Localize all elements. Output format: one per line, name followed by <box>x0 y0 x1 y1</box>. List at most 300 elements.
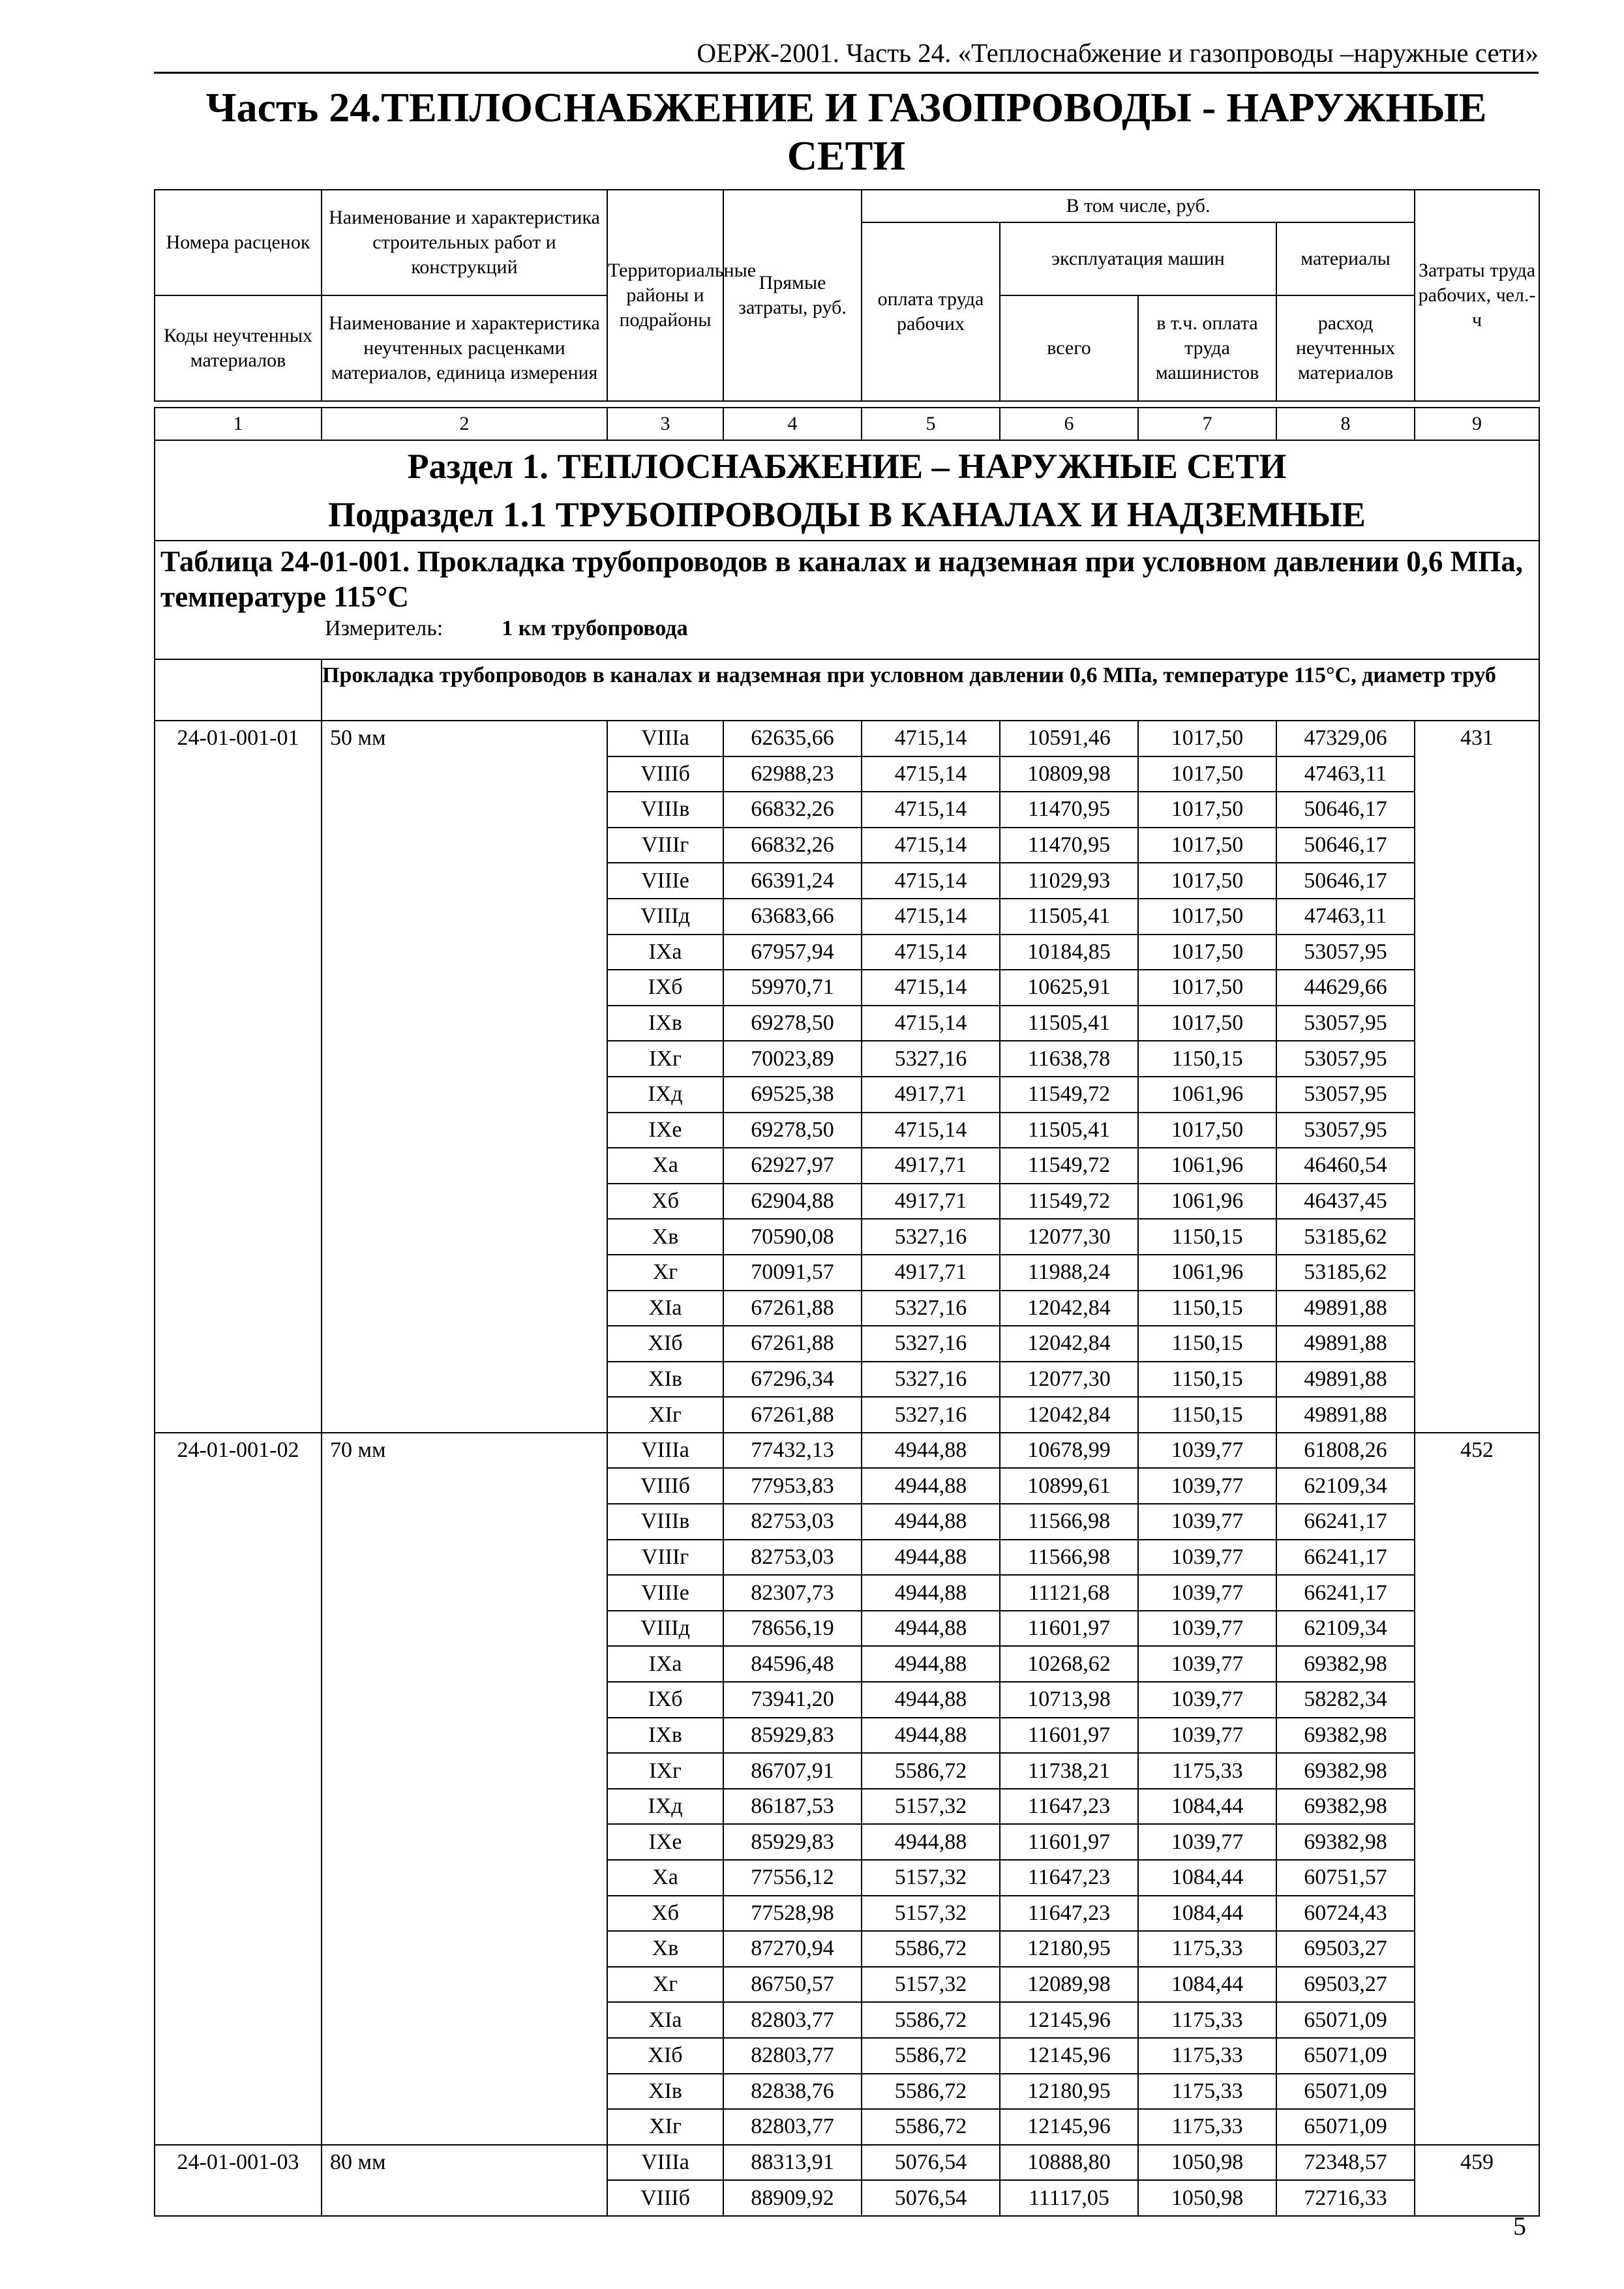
value-cell: 65071,09 <box>1276 2074 1415 2110</box>
rates-table <box>154 189 1540 2217</box>
column-number-9: 9 <box>1415 408 1539 440</box>
region-cell: XIв <box>607 2074 723 2110</box>
value-cell: 46460,54 <box>1276 1148 1415 1184</box>
region-cell: VIIIв <box>607 792 723 828</box>
value-cell: 67296,34 <box>723 1362 862 1398</box>
value-cell: 69503,27 <box>1276 1931 1415 1967</box>
region-cell: VIIIб <box>607 1468 723 1504</box>
value-cell: 1050,98 <box>1138 2145 1276 2181</box>
value-cell: 5157,32 <box>862 1789 1000 1825</box>
value-cell: 12042,84 <box>1000 1397 1138 1433</box>
value-cell: 77432,13 <box>723 1433 862 1469</box>
value-cell: 82838,76 <box>723 2074 862 2110</box>
value-cell: 88313,91 <box>723 2145 862 2181</box>
value-cell: 5586,72 <box>862 1931 1000 1967</box>
value-cell: 1061,96 <box>1138 1077 1276 1113</box>
table-row <box>155 1433 1539 1469</box>
value-cell: 82803,77 <box>723 2038 862 2074</box>
value-cell: 50646,17 <box>1276 792 1415 828</box>
region-cell: IXе <box>607 1113 723 1148</box>
value-cell: 12145,96 <box>1000 2038 1138 2074</box>
value-cell: 70091,57 <box>723 1255 862 1291</box>
value-cell: 11549,72 <box>1000 1184 1138 1219</box>
value-cell: 69382,98 <box>1276 1646 1415 1682</box>
labor-hours: 459 <box>1415 2145 1539 2216</box>
value-cell: 11470,95 <box>1000 792 1138 828</box>
value-cell: 87270,94 <box>723 1931 862 1967</box>
value-cell: 12180,95 <box>1000 1931 1138 1967</box>
region-cell: Xв <box>607 1931 723 1967</box>
region-cell: Xа <box>607 1148 723 1184</box>
value-cell: 10678,99 <box>1000 1433 1138 1469</box>
region-cell: XIб <box>607 1326 723 1362</box>
value-cell: 63683,66 <box>723 899 862 935</box>
value-cell: 73941,20 <box>723 1682 862 1718</box>
value-cell: 5157,32 <box>862 1967 1000 2003</box>
value-cell: 11505,41 <box>1000 1006 1138 1041</box>
value-cell: 12042,84 <box>1000 1326 1138 1362</box>
value-cell: 1017,50 <box>1138 970 1276 1006</box>
value-cell: 1175,33 <box>1138 2002 1276 2038</box>
value-cell: 12180,95 <box>1000 2074 1138 2110</box>
value-cell: 49891,88 <box>1276 1326 1415 1362</box>
value-cell: 4917,71 <box>862 1077 1000 1113</box>
value-cell: 59970,71 <box>723 970 862 1006</box>
value-cell: 4944,88 <box>862 1718 1000 1754</box>
value-cell: 4944,88 <box>862 1575 1000 1611</box>
value-cell: 66832,26 <box>723 828 862 863</box>
value-cell: 11647,23 <box>1000 1860 1138 1896</box>
region-cell: XIа <box>607 1291 723 1326</box>
value-cell: 5327,16 <box>862 1291 1000 1326</box>
value-cell: 5586,72 <box>862 2038 1000 2074</box>
value-cell: 69382,98 <box>1276 1753 1415 1789</box>
value-cell: 46437,45 <box>1276 1184 1415 1219</box>
region-cell: VIIIа <box>607 721 723 756</box>
value-cell: 62635,66 <box>723 721 862 756</box>
col3-header: Территориальные районы и подрайоны <box>607 190 723 401</box>
value-cell: 1017,50 <box>1138 1113 1276 1148</box>
region-cell: VIIIб <box>607 2180 723 2216</box>
value-cell: 4715,14 <box>862 756 1000 792</box>
value-cell: 10713,98 <box>1000 1682 1138 1718</box>
region-cell: VIIIг <box>607 828 723 863</box>
value-cell: 62109,34 <box>1276 1611 1415 1647</box>
value-cell: 11505,41 <box>1000 899 1138 935</box>
region-cell: VIIIе <box>607 863 723 899</box>
group-header: В том числе, руб. <box>862 190 1415 222</box>
value-cell: 4944,88 <box>862 1824 1000 1860</box>
value-cell: 4715,14 <box>862 970 1000 1006</box>
value-cell: 1050,98 <box>1138 2180 1276 2216</box>
value-cell: 86187,53 <box>723 1789 862 1825</box>
value-cell: 82753,03 <box>723 1504 862 1540</box>
value-cell: 12042,84 <box>1000 1291 1138 1326</box>
region-cell: XIв <box>607 1362 723 1398</box>
region-cell: VIIIг <box>607 1540 723 1576</box>
value-cell: 66832,26 <box>723 792 862 828</box>
value-cell: 5327,16 <box>862 1041 1000 1077</box>
value-cell: 53057,95 <box>1276 1006 1415 1041</box>
col8-header: расход неучтенных материалов <box>1276 295 1415 401</box>
col7-header: в т.ч. оплата труда машинистов <box>1138 295 1276 401</box>
value-cell: 66241,17 <box>1276 1540 1415 1576</box>
value-cell: 1150,15 <box>1138 1041 1276 1077</box>
column-number-6: 6 <box>1000 408 1138 440</box>
value-cell: 49891,88 <box>1276 1397 1415 1433</box>
value-cell: 65071,09 <box>1276 2002 1415 2038</box>
value-cell: 1039,77 <box>1138 1682 1276 1718</box>
value-cell: 11566,98 <box>1000 1540 1138 1576</box>
value-cell: 10184,85 <box>1000 935 1138 970</box>
value-cell: 1084,44 <box>1138 1860 1276 1896</box>
value-cell: 1175,33 <box>1138 1931 1276 1967</box>
column-number-1: 1 <box>155 408 322 440</box>
value-cell: 4944,88 <box>862 1682 1000 1718</box>
column-number-4: 4 <box>723 408 862 440</box>
value-cell: 11647,23 <box>1000 1789 1138 1825</box>
value-cell: 85929,83 <box>723 1824 862 1860</box>
value-cell: 4917,71 <box>862 1148 1000 1184</box>
col4-header: Прямые затраты, руб. <box>723 190 862 401</box>
table-subtitle: Прокладка трубопроводов в каналах и надземная при условном давлении 0,6 МПа, температуре 115°С, диаметр труб <box>322 659 1539 721</box>
region-cell: IXг <box>607 1041 723 1077</box>
running-header: ОЕРЖ-2001. Часть 24. «Теплоснабжение и газопроводы –наружные сети» <box>154 34 1539 74</box>
value-cell: 11738,21 <box>1000 1753 1138 1789</box>
value-cell: 11601,97 <box>1000 1718 1138 1754</box>
subsection-title: Подраздел 1.1 ТРУБОПРОВОДЫ В КАНАЛАХ И НАДЗЕМНЫЕ <box>328 495 1366 534</box>
value-cell: 67261,88 <box>723 1397 862 1433</box>
value-cell: 1039,77 <box>1138 1504 1276 1540</box>
region-cell: Xг <box>607 1255 723 1291</box>
value-cell: 5327,16 <box>862 1219 1000 1255</box>
value-cell: 82803,77 <box>723 2002 862 2038</box>
value-cell: 44629,66 <box>1276 970 1415 1006</box>
col6-header: всего <box>1000 295 1138 401</box>
value-cell: 1150,15 <box>1138 1326 1276 1362</box>
value-cell: 11505,41 <box>1000 1113 1138 1148</box>
part-title-line-2: СЕТИ <box>787 132 906 179</box>
value-cell: 82753,03 <box>723 1540 862 1576</box>
labor-hours: 452 <box>1415 1433 1539 2145</box>
value-cell: 66391,24 <box>723 863 862 899</box>
value-cell: 1175,33 <box>1138 2109 1276 2145</box>
region-cell: IXа <box>607 935 723 970</box>
value-cell: 5586,72 <box>862 2109 1000 2145</box>
value-cell: 4944,88 <box>862 1646 1000 1682</box>
region-cell: Xб <box>607 1184 723 1219</box>
value-cell: 47329,06 <box>1276 721 1415 756</box>
section-title: Раздел 1. ТЕПЛОСНАБЖЕНИЕ – НАРУЖНЫЕ СЕТИ <box>407 447 1287 486</box>
value-cell: 50646,17 <box>1276 863 1415 899</box>
value-cell: 4944,88 <box>862 1540 1000 1576</box>
value-cell: 1039,77 <box>1138 1718 1276 1754</box>
measure-line <box>155 614 1539 643</box>
rate-name: 80 мм <box>322 2145 607 2216</box>
value-cell: 88909,92 <box>723 2180 862 2216</box>
value-cell: 65071,09 <box>1276 2109 1415 2145</box>
value-cell: 82803,77 <box>723 2109 862 2145</box>
value-cell: 4715,14 <box>862 863 1000 899</box>
value-cell: 4715,14 <box>862 1006 1000 1041</box>
value-cell: 1039,77 <box>1138 1824 1276 1860</box>
col9-header: Затраты труда рабочих, чел.-ч <box>1415 190 1539 401</box>
region-cell: VIIIд <box>607 899 723 935</box>
value-cell: 4944,88 <box>862 1468 1000 1504</box>
value-cell: 1084,44 <box>1138 1967 1276 2003</box>
region-cell: IXв <box>607 1718 723 1754</box>
value-cell: 1061,96 <box>1138 1255 1276 1291</box>
region-cell: IXе <box>607 1824 723 1860</box>
value-cell: 67957,94 <box>723 935 862 970</box>
value-cell: 62904,88 <box>723 1184 862 1219</box>
rate-code: 24-01-001-02 <box>155 1433 322 2145</box>
page-number: 5 <box>1513 2211 1526 2241</box>
column-number-3: 3 <box>607 408 723 440</box>
machines-header: эксплуатация машин <box>1000 222 1276 295</box>
value-cell: 47463,11 <box>1276 756 1415 792</box>
value-cell: 1017,50 <box>1138 792 1276 828</box>
value-cell: 12089,98 <box>1000 1967 1138 2003</box>
value-cell: 5586,72 <box>862 2002 1000 2038</box>
value-cell: 62109,34 <box>1276 1468 1415 1504</box>
region-cell: XIа <box>607 2002 723 2038</box>
region-cell: XIб <box>607 2038 723 2074</box>
value-cell: 4715,14 <box>862 935 1000 970</box>
value-cell: 67261,88 <box>723 1291 862 1326</box>
rate-name: 70 мм <box>322 1433 607 2145</box>
value-cell: 1039,77 <box>1138 1575 1276 1611</box>
value-cell: 11029,93 <box>1000 863 1138 899</box>
value-cell: 4715,14 <box>862 792 1000 828</box>
value-cell: 70590,08 <box>723 1219 862 1255</box>
value-cell: 4944,88 <box>862 1611 1000 1647</box>
value-cell: 50646,17 <box>1276 828 1415 863</box>
value-cell: 4715,14 <box>862 899 1000 935</box>
region-cell: IXб <box>607 970 723 1006</box>
column-number-5: 5 <box>862 408 1000 440</box>
value-cell: 11117,05 <box>1000 2180 1138 2216</box>
value-cell: 53057,95 <box>1276 1113 1415 1148</box>
value-cell: 1017,50 <box>1138 756 1276 792</box>
value-cell: 5076,54 <box>862 2180 1000 2216</box>
col1-header-bottom: Коды неучтенных материалов <box>155 295 322 401</box>
value-cell: 11470,95 <box>1000 828 1138 863</box>
value-cell: 1039,77 <box>1138 1611 1276 1647</box>
region-cell: IXд <box>607 1077 723 1113</box>
region-cell: VIIIа <box>607 1433 723 1469</box>
value-cell: 69382,98 <box>1276 1824 1415 1860</box>
column-number-8: 8 <box>1276 408 1415 440</box>
value-cell: 72348,57 <box>1276 2145 1415 2181</box>
value-cell: 1150,15 <box>1138 1397 1276 1433</box>
region-cell: IXд <box>607 1789 723 1825</box>
value-cell: 69382,98 <box>1276 1789 1415 1825</box>
value-cell: 4917,71 <box>862 1184 1000 1219</box>
value-cell: 77528,98 <box>723 1896 862 1932</box>
value-cell: 69278,50 <box>723 1113 862 1148</box>
value-cell: 78656,19 <box>723 1611 862 1647</box>
measure-label: Измеритель: <box>325 616 444 640</box>
value-cell: 1017,50 <box>1138 721 1276 756</box>
value-cell: 1039,77 <box>1138 1540 1276 1576</box>
value-cell: 1017,50 <box>1138 935 1276 970</box>
value-cell: 10899,61 <box>1000 1468 1138 1504</box>
value-cell: 1150,15 <box>1138 1291 1276 1326</box>
region-cell: VIIIв <box>607 1504 723 1540</box>
value-cell: 69382,98 <box>1276 1718 1415 1754</box>
region-cell: Xг <box>607 1967 723 2003</box>
value-cell: 72716,33 <box>1276 2180 1415 2216</box>
value-cell: 86707,91 <box>723 1753 862 1789</box>
value-cell: 5327,16 <box>862 1397 1000 1433</box>
table-title-block <box>155 541 1539 659</box>
value-cell: 10888,80 <box>1000 2145 1138 2181</box>
region-cell: VIIIе <box>607 1575 723 1611</box>
value-cell: 10625,91 <box>1000 970 1138 1006</box>
value-cell: 1175,33 <box>1138 2074 1276 2110</box>
value-cell: 11988,24 <box>1000 1255 1138 1291</box>
value-cell: 11601,97 <box>1000 1824 1138 1860</box>
value-cell: 11549,72 <box>1000 1077 1138 1113</box>
value-cell: 53185,62 <box>1276 1255 1415 1291</box>
value-cell: 12077,30 <box>1000 1219 1138 1255</box>
region-cell: IXа <box>607 1646 723 1682</box>
value-cell: 49891,88 <box>1276 1291 1415 1326</box>
region-cell: VIIIб <box>607 756 723 792</box>
value-cell: 4715,14 <box>862 1113 1000 1148</box>
value-cell: 82307,73 <box>723 1575 862 1611</box>
part-title-line-1: Часть 24.ТЕПЛОСНАБЖЕНИЕ И ГАЗОПРОВОДЫ - НАРУЖНЫЕ <box>205 84 1487 130</box>
value-cell: 10809,98 <box>1000 756 1138 792</box>
value-cell: 5157,32 <box>862 1860 1000 1896</box>
value-cell: 1084,44 <box>1138 1789 1276 1825</box>
labor-hours: 431 <box>1415 721 1539 1433</box>
value-cell: 84596,48 <box>723 1646 862 1682</box>
value-cell: 5327,16 <box>862 1326 1000 1362</box>
value-cell: 11566,98 <box>1000 1504 1138 1540</box>
value-cell: 4715,14 <box>862 828 1000 863</box>
value-cell: 4917,71 <box>862 1255 1000 1291</box>
region-cell: Xб <box>607 1896 723 1932</box>
value-cell: 1175,33 <box>1138 1753 1276 1789</box>
subtitle-blank <box>155 659 322 721</box>
region-cell: VIIIд <box>607 1611 723 1647</box>
value-cell: 11601,97 <box>1000 1611 1138 1647</box>
value-cell: 53057,95 <box>1276 1041 1415 1077</box>
value-cell: 49891,88 <box>1276 1362 1415 1398</box>
value-cell: 10591,46 <box>1000 721 1138 756</box>
value-cell: 1017,50 <box>1138 863 1276 899</box>
region-cell: XIг <box>607 1397 723 1433</box>
region-cell: IXв <box>607 1006 723 1041</box>
rate-code: 24-01-001-03 <box>155 2145 322 2216</box>
value-cell: 12145,96 <box>1000 2002 1138 2038</box>
value-cell: 61808,26 <box>1276 1433 1415 1469</box>
table-row <box>155 2145 1539 2181</box>
materials-header: материалы <box>1276 222 1415 295</box>
table-row <box>155 721 1539 756</box>
value-cell: 1061,96 <box>1138 1184 1276 1219</box>
value-cell: 1175,33 <box>1138 2038 1276 2074</box>
value-cell: 77953,83 <box>723 1468 862 1504</box>
value-cell: 10268,62 <box>1000 1646 1138 1682</box>
col1-header-top: Номера расценок <box>155 190 322 295</box>
measure-value: 1 км трубопровода <box>502 616 688 640</box>
value-cell: 11549,72 <box>1000 1148 1138 1184</box>
value-cell: 69525,38 <box>723 1077 862 1113</box>
value-cell: 11647,23 <box>1000 1896 1138 1932</box>
rate-code: 24-01-001-01 <box>155 721 322 1433</box>
value-cell: 5157,32 <box>862 1896 1000 1932</box>
region-cell: Xа <box>607 1860 723 1896</box>
column-number-2: 2 <box>322 408 607 440</box>
value-cell: 86750,57 <box>723 1967 862 2003</box>
value-cell: 5586,72 <box>862 2074 1000 2110</box>
value-cell: 1150,15 <box>1138 1219 1276 1255</box>
value-cell: 77556,12 <box>723 1860 862 1896</box>
value-cell: 60751,57 <box>1276 1860 1415 1896</box>
value-cell: 66241,17 <box>1276 1504 1415 1540</box>
value-cell: 11638,78 <box>1000 1041 1138 1077</box>
value-cell: 62988,23 <box>723 756 862 792</box>
value-cell: 47463,11 <box>1276 899 1415 935</box>
value-cell: 65071,09 <box>1276 2038 1415 2074</box>
region-cell: XIг <box>607 2109 723 2145</box>
region-cell: IXг <box>607 1753 723 1789</box>
value-cell: 66241,17 <box>1276 1575 1415 1611</box>
value-cell: 1039,77 <box>1138 1433 1276 1469</box>
value-cell: 60724,43 <box>1276 1896 1415 1932</box>
col2-header-bottom: Наименование и характеристика неучтенных расценками материалов, единица измерения <box>322 295 607 401</box>
value-cell: 67261,88 <box>723 1326 862 1362</box>
value-cell: 53185,62 <box>1276 1219 1415 1255</box>
col2-header-top: Наименование и характеристика строительных работ и конструкций <box>322 190 607 295</box>
region-cell: Xв <box>607 1219 723 1255</box>
column-number-7: 7 <box>1138 408 1276 440</box>
region-cell: VIIIа <box>607 2145 723 2181</box>
table-title: Таблица 24-01-001. Прокладка трубопроводов в каналах и надземная при условном давлении 0,6 МПа, температуре 115°С <box>160 545 1524 613</box>
col5-header: оплата труда рабочих <box>862 222 1000 401</box>
region-cell: IXб <box>607 1682 723 1718</box>
value-cell: 62927,97 <box>723 1148 862 1184</box>
value-cell: 58282,34 <box>1276 1682 1415 1718</box>
value-cell: 12145,96 <box>1000 2109 1138 2145</box>
value-cell: 69503,27 <box>1276 1967 1415 2003</box>
value-cell: 11121,68 <box>1000 1575 1138 1611</box>
value-cell: 1150,15 <box>1138 1362 1276 1398</box>
value-cell: 1039,77 <box>1138 1646 1276 1682</box>
value-cell: 1039,77 <box>1138 1468 1276 1504</box>
value-cell: 4944,88 <box>862 1433 1000 1469</box>
rate-name: 50 мм <box>322 721 607 1433</box>
value-cell: 12077,30 <box>1000 1362 1138 1398</box>
value-cell: 1017,50 <box>1138 828 1276 863</box>
value-cell: 69278,50 <box>723 1006 862 1041</box>
value-cell: 4944,88 <box>862 1504 1000 1540</box>
value-cell: 1061,96 <box>1138 1148 1276 1184</box>
value-cell: 70023,89 <box>723 1041 862 1077</box>
part-title <box>154 83 1539 180</box>
value-cell: 85929,83 <box>723 1718 862 1754</box>
value-cell: 4715,14 <box>862 721 1000 756</box>
value-cell: 5586,72 <box>862 1753 1000 1789</box>
value-cell: 53057,95 <box>1276 935 1415 970</box>
value-cell: 1084,44 <box>1138 1896 1276 1932</box>
section-heading <box>155 440 1539 541</box>
value-cell: 53057,95 <box>1276 1077 1415 1113</box>
value-cell: 1017,50 <box>1138 1006 1276 1041</box>
